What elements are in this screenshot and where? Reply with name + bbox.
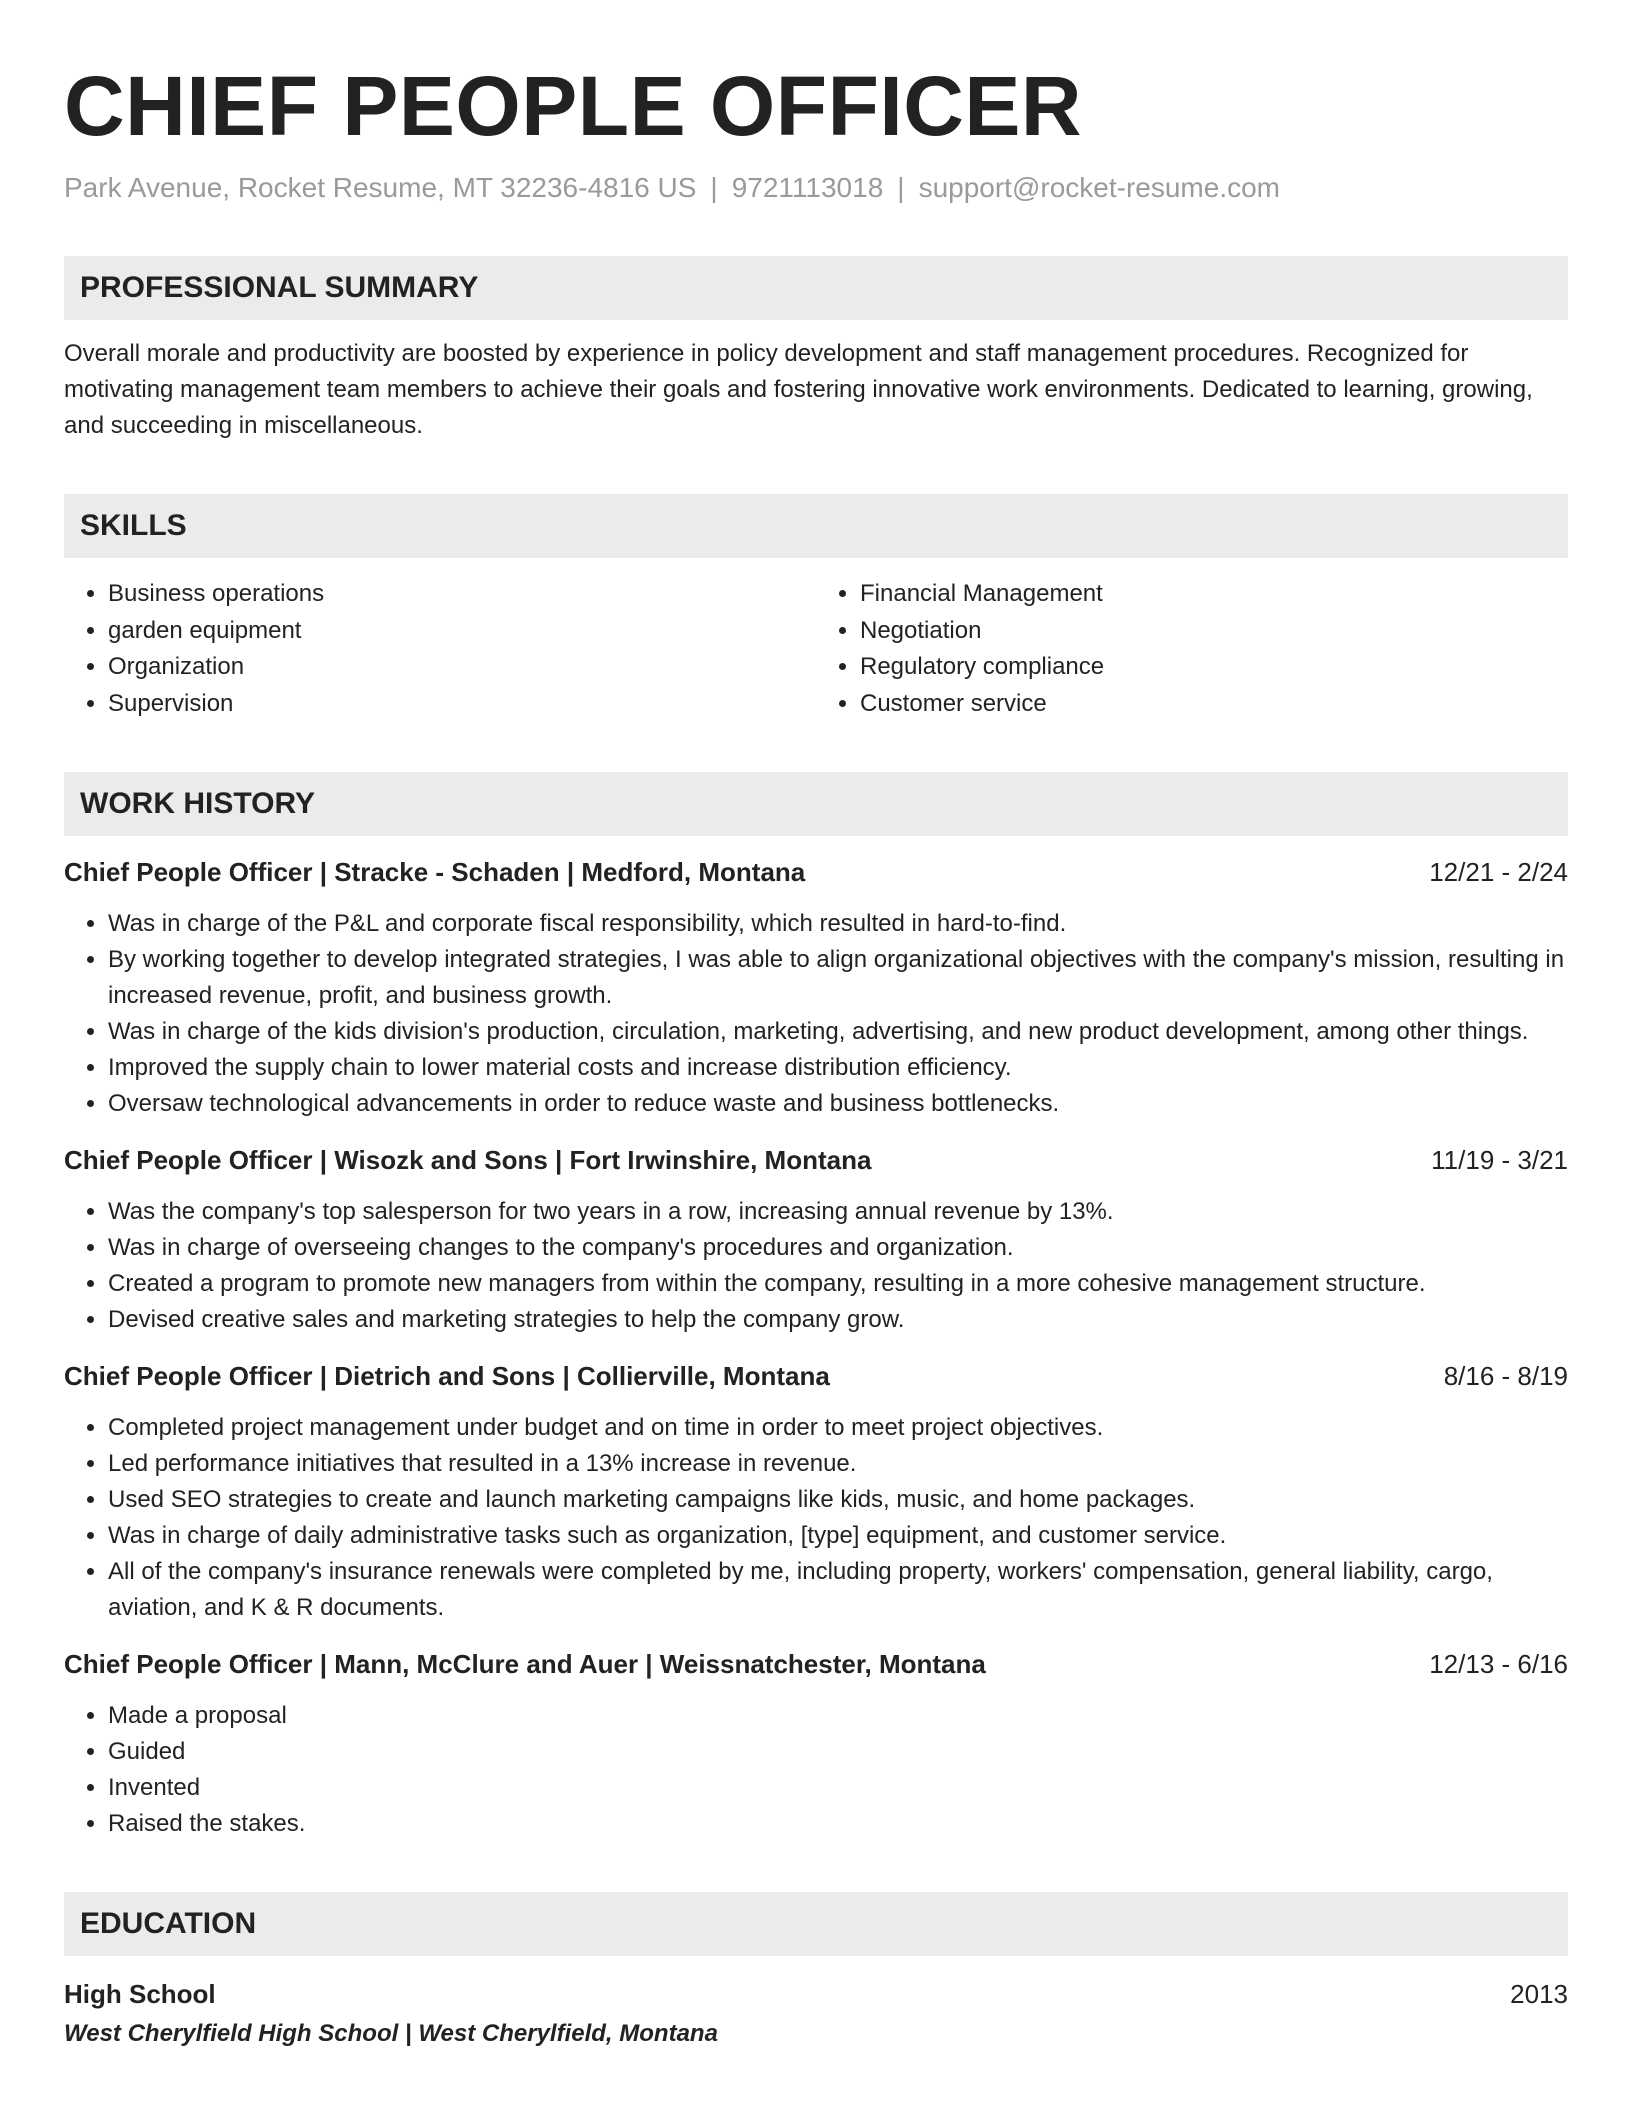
job-header bbox=[64, 1142, 1568, 1178]
contact-separator: | bbox=[897, 172, 905, 203]
job-bullet: • Created a program to promote new managers from within the company, resulting in a more cohesive management structure. bbox=[108, 1266, 1568, 1302]
contact-address: Park Avenue, Rocket Resume, MT 32236-4816 US bbox=[64, 172, 697, 203]
job-title: Chief People Officer | Wisozk and Sons | Fort Irwinshire, Montana bbox=[64, 1145, 872, 1175]
job-bullet: • All of the company's insurance renewals were completed by me, including property, workers' compensation, general liability, cargo, aviation, and K & R documents. bbox=[108, 1554, 1568, 1626]
contact-separator: | bbox=[710, 172, 718, 203]
job-entry bbox=[64, 1358, 1568, 1626]
job-title: Chief People Officer | Mann, McClure and Auer | Weissnatchester, Montana bbox=[64, 1649, 986, 1679]
skill-item: • Customer service bbox=[860, 686, 1568, 723]
job-bullet: • Completed project management under budget and on time in order to meet project objectives. bbox=[108, 1410, 1568, 1446]
contact-email: support@rocket-resume.com bbox=[918, 172, 1280, 203]
job-bullet: • Used SEO strategies to create and launch marketing campaigns like kids, music, and home packages. bbox=[108, 1482, 1568, 1518]
job-dates: 11/19 - 3/21 bbox=[1431, 1145, 1568, 1175]
job-entry bbox=[64, 854, 1568, 1122]
section-header-education: EDUCATION bbox=[64, 1892, 1568, 1956]
job-bullet: • Was the company's top salesperson for two years in a row, increasing annual revenue by 13%. bbox=[108, 1194, 1568, 1230]
contact-phone: 9721113018 bbox=[731, 172, 884, 203]
job-bullet: • Improved the supply chain to lower material costs and increase distribution efficiency. bbox=[108, 1050, 1568, 1086]
job-bullets bbox=[64, 1698, 1568, 1842]
job-bullet: • Made a proposal bbox=[108, 1698, 1568, 1734]
job-header bbox=[64, 1646, 1568, 1682]
job-bullet: • Guided bbox=[108, 1734, 1568, 1770]
job-bullet: • Was in charge of daily administrative tasks such as organization, [type] equipment, and customer service. bbox=[108, 1518, 1568, 1554]
job-bullets bbox=[64, 1410, 1568, 1626]
skills-list bbox=[64, 576, 1568, 722]
skill-item: • Business operations bbox=[108, 576, 816, 613]
job-dates: 12/13 - 6/16 bbox=[1429, 1649, 1568, 1679]
skill-item: • Organization bbox=[108, 649, 816, 686]
skills-column-left bbox=[64, 576, 816, 722]
summary-text: Overall morale and productivity are boosted by experience in policy development and staff management procedures. Recognized for motivating management team members to achieve their goals and fostering innovative work environments. Dedicated to learning, growing, and succeeding in miscellaneous. bbox=[64, 340, 1533, 439]
job-title: Chief People Officer | Dietrich and Sons | Collierville, Montana bbox=[64, 1361, 830, 1391]
section-header-summary: PROFESSIONAL SUMMARY bbox=[64, 256, 1568, 320]
section-header-skills: SKILLS bbox=[64, 494, 1568, 558]
job-bullet: • Was in charge of the P&L and corporate fiscal responsibility, which resulted in hard-to-find. bbox=[108, 906, 1568, 942]
job-bullet: • Devised creative sales and marketing strategies to help the company grow. bbox=[108, 1302, 1568, 1338]
job-title: Chief People Officer | Stracke - Schaden | Medford, Montana bbox=[64, 857, 806, 887]
job-bullet: • Led performance initiatives that resulted in a 13% increase in revenue. bbox=[108, 1446, 1568, 1482]
job-entry bbox=[64, 1142, 1568, 1338]
job-entry bbox=[64, 1646, 1568, 1842]
skill-item: • garden equipment bbox=[108, 613, 816, 650]
job-bullets bbox=[64, 906, 1568, 1122]
job-bullet: • Invented bbox=[108, 1770, 1568, 1806]
section-header-work-history: WORK HISTORY bbox=[64, 772, 1568, 836]
job-header bbox=[64, 1358, 1568, 1394]
job-bullet: • Oversaw technological advancements in order to reduce waste and business bottlenecks. bbox=[108, 1086, 1568, 1122]
job-bullet: • Was in charge of overseeing changes to the company's procedures and organization. bbox=[108, 1230, 1568, 1266]
job-dates: 12/21 - 2/24 bbox=[1429, 857, 1568, 887]
job-bullet: • By working together to develop integrated strategies, I was able to align organizational objectives with the company's mission, resulting in increased revenue, profit, and business growth. bbox=[108, 942, 1568, 1014]
education-school: West Cherylfield High School | West Cherylfield, Montana bbox=[64, 2020, 718, 2047]
skills-column-right bbox=[816, 576, 1568, 722]
skill-item: • Financial Management bbox=[860, 576, 1568, 613]
education-header bbox=[64, 1976, 1568, 2012]
skill-item: • Negotiation bbox=[860, 613, 1568, 650]
contact-line bbox=[64, 170, 1568, 206]
job-bullet: • Was in charge of the kids division's production, circulation, marketing, advertising, and new product development, among other things. bbox=[108, 1014, 1568, 1050]
job-bullet: • Raised the stakes. bbox=[108, 1806, 1568, 1842]
skill-item: • Regulatory compliance bbox=[860, 649, 1568, 686]
job-bullets bbox=[64, 1194, 1568, 1338]
resume-name: CHIEF PEOPLE OFFICER bbox=[64, 59, 1083, 153]
job-header bbox=[64, 854, 1568, 890]
education-year: 2013 bbox=[1510, 1979, 1568, 2009]
skill-item: • Supervision bbox=[108, 686, 816, 723]
education-degree: High School bbox=[64, 1979, 216, 2009]
job-dates: 8/16 - 8/19 bbox=[1443, 1361, 1568, 1391]
